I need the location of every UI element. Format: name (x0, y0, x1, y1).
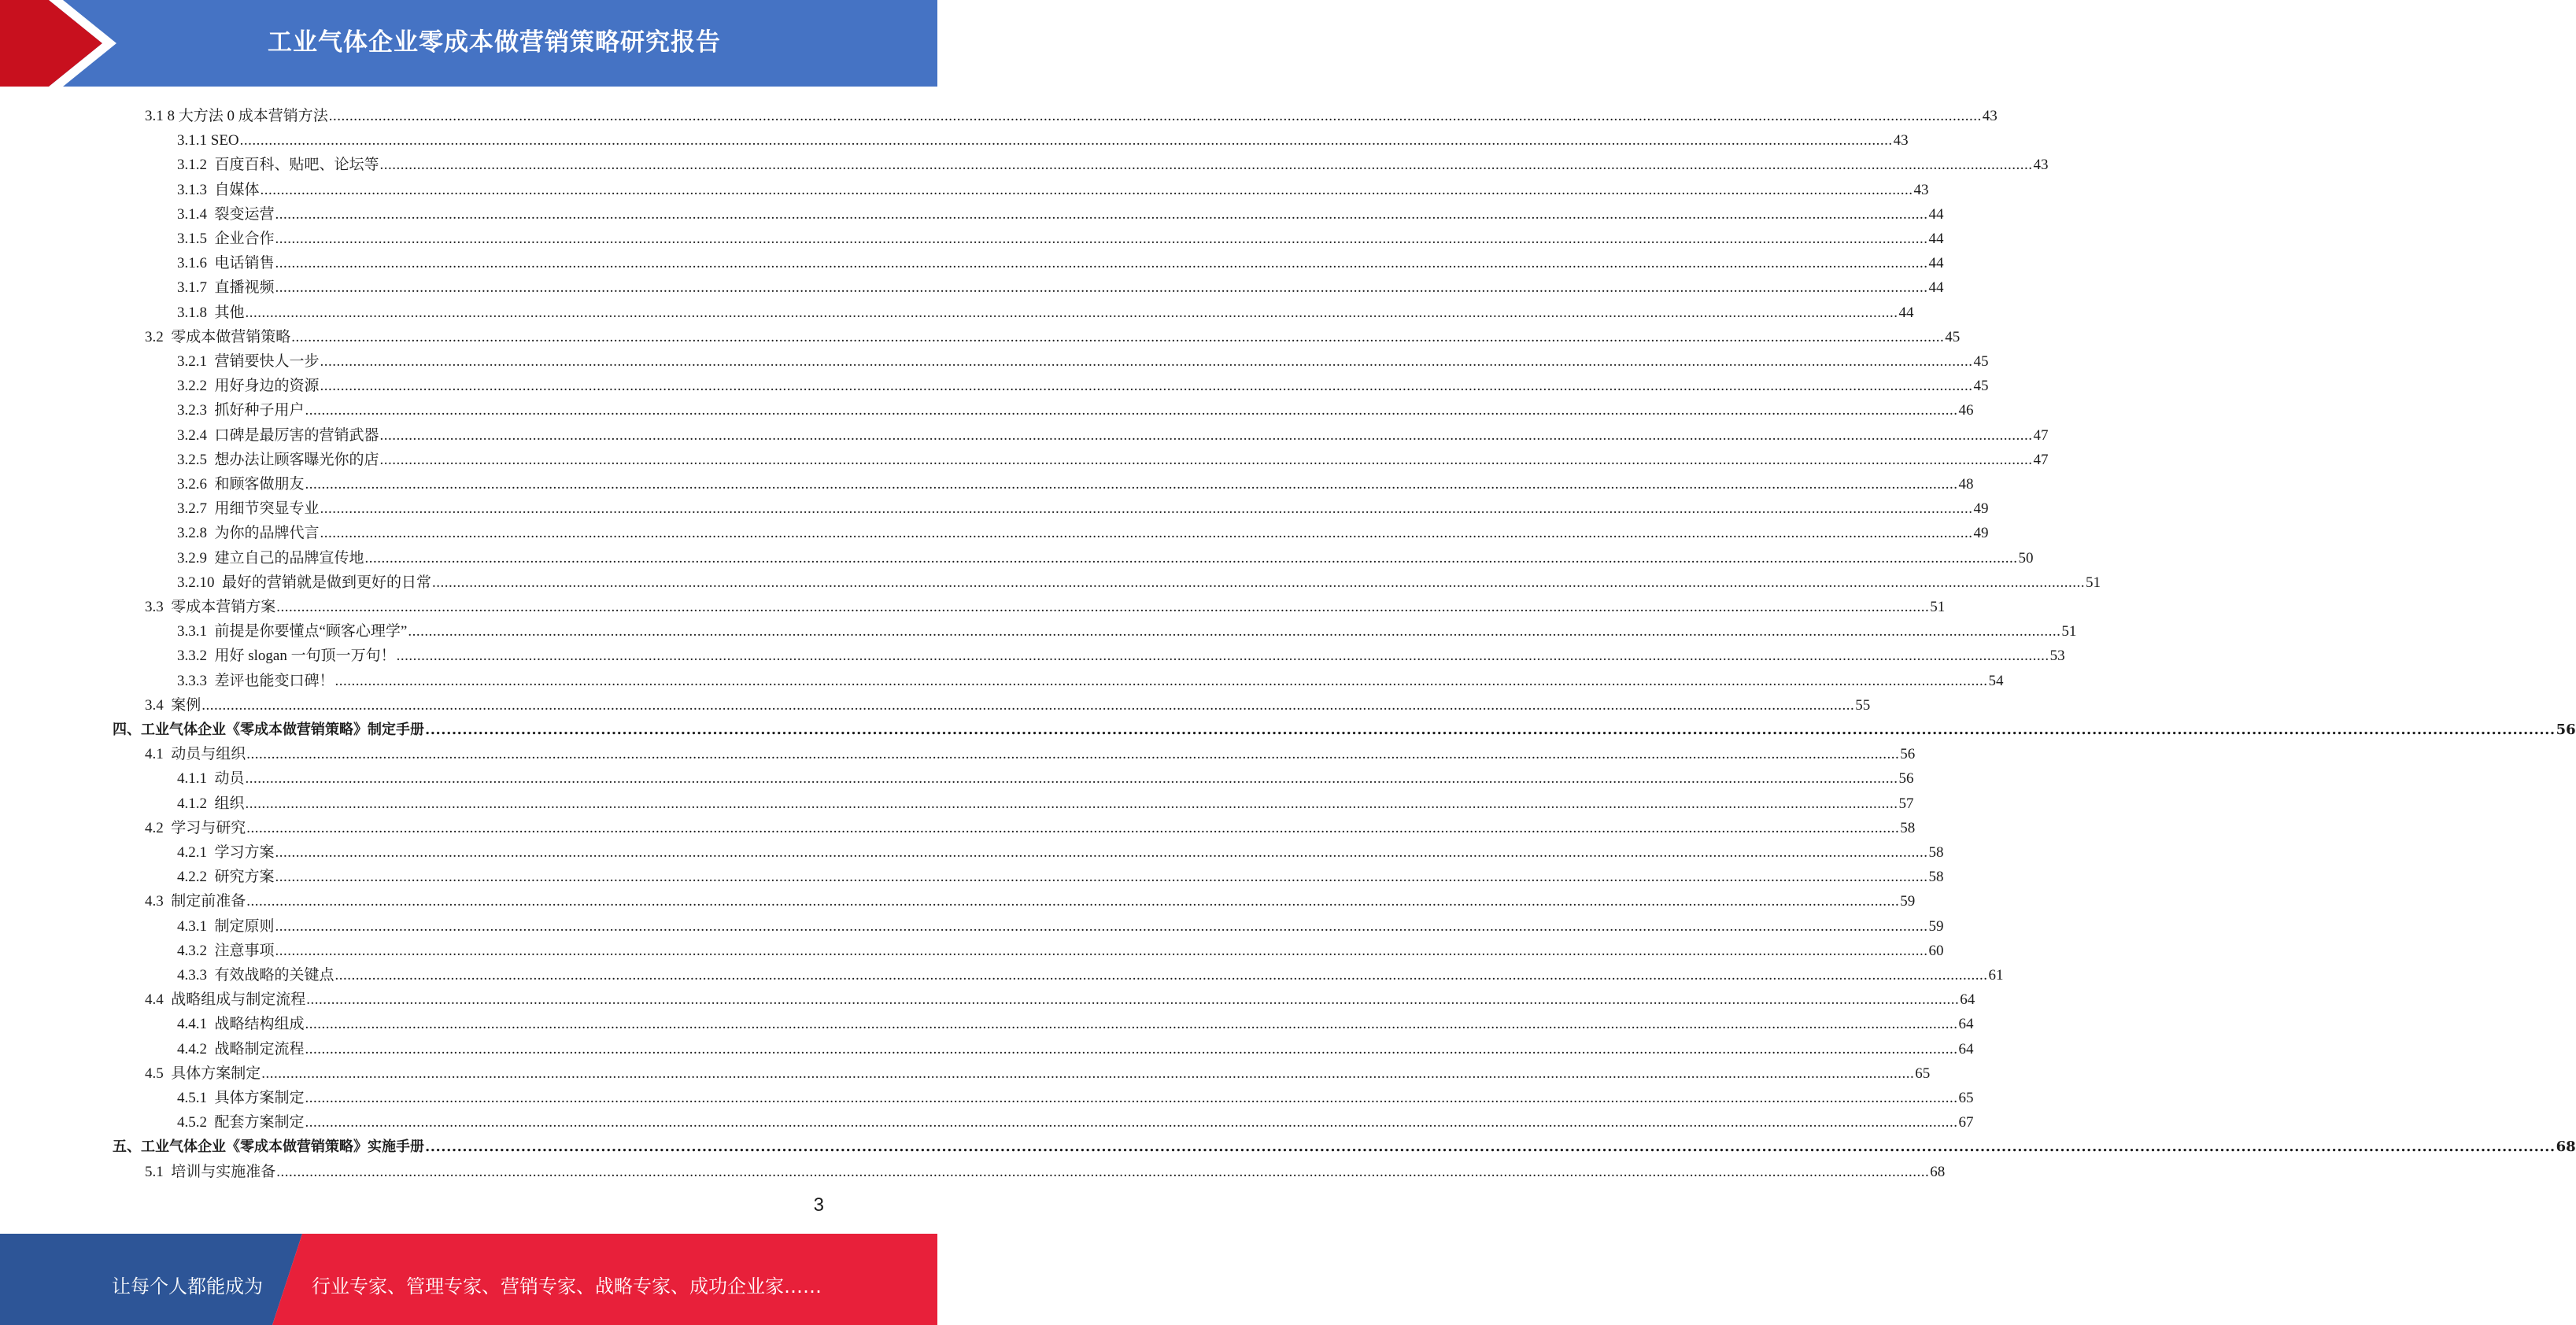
toc-page-number: 55 (1855, 697, 1871, 714)
toc-entry-title: 用好 slogan 一句顶一万句！ (214, 648, 396, 664)
toc-entry-title: 具体方案制定 (171, 1065, 261, 1082)
toc-dot-leader: ................................................................................................................................................................................................................................................................................................................................................................................................................ (425, 722, 2556, 738)
toc-entry-title: 动员 (214, 770, 245, 787)
toc-entry-title: 抓好种子用户 (214, 402, 305, 419)
toc-dot-leader: ................................................................................................................................................................................................................................................................................................................................................................................................................ (201, 697, 1855, 714)
toc-section-entry[interactable] (145, 813, 1916, 837)
toc-page-number: 43 (1913, 182, 1929, 198)
toc-dot-leader: ................................................................................................................................................................................................................................................................................................................................................................................................................ (396, 648, 2049, 664)
toc-page-number: 58 (1928, 869, 1944, 885)
toc-entry-number: 4.5 (145, 1065, 172, 1082)
toc-dot-leader: ................................................................................................................................................................................................................................................................................................................................................................................................................ (275, 844, 1928, 861)
toc-dot-leader: ................................................................................................................................................................................................................................................................................................................................................................................................................ (334, 673, 1988, 689)
toc-section-entry[interactable] (145, 739, 1916, 763)
toc-subsection-entry[interactable] (177, 149, 2049, 174)
toc-dot-leader: ................................................................................................................................................................................................................................................................................................................................................................................................................ (275, 279, 1928, 296)
toc-entry-title: 案例 (171, 697, 201, 714)
toc-subsection-entry[interactable] (177, 420, 2049, 445)
toc-entry-number: 3.2.1 (177, 353, 215, 370)
toc-entry-number: 4.2 (145, 820, 172, 836)
toc-entry-number: 3.1 (145, 108, 168, 124)
toc-subsection-entry[interactable] (177, 1034, 1974, 1058)
toc-entry-number: 3.3.1 (177, 623, 215, 640)
toc-page-number: 44 (1928, 255, 1944, 271)
toc-subsection-entry[interactable] (177, 297, 1914, 322)
toc-section-entry[interactable] (145, 1058, 1931, 1083)
toc-entry-title: 用细节突显专业 (214, 500, 320, 517)
toc-entry-title: 注意事项 (214, 943, 275, 959)
toc-subsection-entry[interactable] (177, 616, 2077, 640)
toc-entry-title: 为你的品牌代言 (214, 525, 320, 541)
toc-entry-number: 4.4.2 (177, 1041, 215, 1057)
toc-page-number: 45 (1973, 378, 1989, 394)
toc-page-number: 53 (2049, 648, 2065, 664)
toc-entry-number: 3.1.4 (177, 206, 215, 223)
toc-section-entry[interactable] (145, 690, 1871, 714)
toc-subsection-entry[interactable] (177, 469, 1974, 493)
toc-entry-number: 4.5.1 (177, 1090, 215, 1106)
toc-dot-leader: ................................................................................................................................................................................................................................................................................................................................................................................................................ (379, 427, 2033, 444)
toc-page-number: 51 (2061, 623, 2077, 640)
toc-page-number: 48 (1958, 476, 1974, 493)
toc-page-number: 59 (1900, 893, 1916, 910)
toc-entry-title: 四、工业气体企业《零成本做营销策略》制定手册 (113, 722, 424, 738)
toc-subsection-entry[interactable] (177, 518, 1989, 542)
toc-dot-leader: ................................................................................................................................................................................................................................................................................................................................................................................................................ (334, 967, 1988, 984)
toc-entry-title: 想办法让顾客曝光你的店 (214, 452, 379, 468)
toc-entry-title: 战略结构组成 (214, 1016, 305, 1032)
toc-page-number: 65 (1915, 1065, 1931, 1082)
toc-entry-number: 4.4.1 (177, 1016, 215, 1032)
toc-entry-number: 3.2.5 (177, 452, 215, 468)
toc-subsection-entry[interactable] (177, 911, 1944, 936)
toc-page-number: 44 (1898, 304, 1914, 321)
toc-dot-leader: ................................................................................................................................................................................................................................................................................................................................................................................................................ (432, 574, 2086, 591)
toc-entry-number: 3.1.7 (177, 279, 215, 296)
toc-entry-number: 4.4 (145, 991, 172, 1008)
toc-entry-number: 4.3.2 (177, 943, 215, 959)
toc-subsection-entry[interactable] (177, 395, 1974, 419)
toc-page-number: 64 (1960, 991, 1975, 1008)
toc-subsection-entry[interactable] (177, 1009, 1974, 1033)
toc-section-entry[interactable] (145, 101, 1998, 125)
toc-page-number: 56 (1898, 770, 1914, 787)
footer-slogan-right: 行业专家、管理专家、营销专家、战略专家、成功企业家…… (312, 1275, 822, 1297)
toc-entry-title: 裂变运营 (214, 206, 275, 223)
toc-entry-number: 4.1 (145, 746, 172, 762)
toc-dot-leader: ................................................................................................................................................................................................................................................................................................................................................................................................................ (364, 550, 2018, 567)
toc-entry-title: SEO (210, 132, 239, 149)
toc-dot-leader: ................................................................................................................................................................................................................................................................................................................................................................................................................ (408, 623, 2061, 640)
toc-dot-leader: ................................................................................................................................................................................................................................................................................................................................................................................................................ (246, 746, 1900, 762)
toc-entry-number: 3.3.2 (177, 648, 215, 664)
toc-subsection-entry[interactable] (177, 666, 2004, 690)
toc-dot-leader: ................................................................................................................................................................................................................................................................................................................................................................................................................ (306, 991, 1960, 1008)
page-header (0, 0, 937, 87)
toc-page-number: 46 (1958, 402, 1974, 419)
toc-dot-leader: ................................................................................................................................................................................................................................................................................................................................................................................................................ (275, 255, 1928, 271)
toc-dot-leader: ................................................................................................................................................................................................................................................................................................................................................................................................................ (305, 1114, 1958, 1131)
toc-section-entry[interactable] (145, 592, 1946, 616)
toc-entry-number: 5.1 (145, 1164, 172, 1180)
toc-subsection-entry[interactable] (177, 346, 1989, 371)
toc-entry-number: 4.3 (145, 893, 172, 910)
toc-page-number: 61 (1988, 967, 2004, 984)
toc-subsection-entry[interactable] (177, 567, 2101, 592)
toc-entry-title: 战略制定流程 (214, 1041, 305, 1057)
toc-subsection-entry[interactable] (177, 788, 1914, 813)
toc-subsection-entry[interactable] (177, 1083, 1974, 1107)
toc-dot-leader: ................................................................................................................................................................................................................................................................................................................................................................................................................ (275, 943, 1928, 959)
toc-subsection-entry[interactable] (177, 543, 2034, 567)
toc-entry-title: 口碑是最厉害的营销武器 (214, 427, 379, 444)
toc-entry-title: 制定前准备 (171, 893, 246, 910)
toc-entry-title: 有效战略的关键点 (214, 967, 334, 984)
toc-chapter-entry[interactable] (113, 1131, 2576, 1156)
toc-entry-number: 3.3 (145, 599, 172, 615)
toc-entry-number: 4.3.3 (177, 967, 215, 984)
toc-dot-leader: ................................................................................................................................................................................................................................................................................................................................................................................................................ (305, 1090, 1958, 1106)
toc-entry-title: 百度百科、贴吧、论坛等 (214, 157, 379, 173)
toc-entry-title: 最好的营销就是做到更好的日常 (222, 574, 432, 591)
toc-entry-title: 五、工业气体企业《零成本做营销策略》实施手册 (113, 1139, 424, 1155)
toc-page-number: 65 (1958, 1090, 1974, 1106)
toc-entry-title: 8 大方法 0 成本营销方法 (167, 108, 328, 124)
toc-dot-leader: ................................................................................................................................................................................................................................................................................................................................................................................................................ (320, 353, 1973, 370)
toc-dot-leader: ................................................................................................................................................................................................................................................................................................................................................................................................................ (239, 132, 1893, 149)
toc-dot-leader: ................................................................................................................................................................................................................................................................................................................................................................................................................ (305, 476, 1958, 493)
toc-entry-number: 3.2 (145, 329, 172, 345)
toc-subsection-entry[interactable] (177, 223, 1944, 248)
toc-dot-leader: ................................................................................................................................................................................................................................................................................................................................................................................................................ (275, 918, 1928, 935)
toc-dot-leader: ................................................................................................................................................................................................................................................................................................................................................................................................................ (245, 770, 1898, 787)
toc-entry-number: 3.2.8 (177, 525, 215, 541)
toc-subsection-entry[interactable] (177, 371, 1989, 395)
toc-entry-title: 差评也能变口碑！ (214, 673, 334, 689)
toc-section-entry[interactable] (145, 886, 1916, 910)
toc-page-number: 68 (2556, 1139, 2576, 1155)
toc-page-number: 47 (2033, 452, 2049, 468)
toc-section-entry[interactable] (145, 322, 1961, 346)
toc-dot-leader: ................................................................................................................................................................................................................................................................................................................................................................................................................ (276, 1164, 1930, 1180)
toc-entry-title: 和顾客做朋友 (214, 476, 305, 493)
toc-page-number: 50 (2018, 550, 2034, 567)
toc-entry-number: 3.1.6 (177, 255, 215, 271)
toc-entry-title: 自媒体 (214, 182, 260, 198)
toc-page-number: 44 (1928, 231, 1944, 247)
toc-entry-title: 营销要快人一步 (214, 353, 320, 370)
toc-page-number: 44 (1928, 206, 1944, 223)
toc-page-number: 56 (2556, 722, 2576, 738)
toc-subsection-entry[interactable] (177, 125, 1909, 149)
toc-section-entry[interactable] (145, 1157, 1946, 1181)
toc-entry-number: 3.2.9 (177, 550, 215, 567)
page-footer (0, 1234, 937, 1325)
toc-entry-number: 3.2.7 (177, 500, 215, 517)
toc-page-number: 51 (1930, 599, 1946, 615)
toc-page-number: 57 (1898, 795, 1914, 812)
toc-entry-title: 学习与研究 (171, 820, 246, 836)
toc-entry-number: 3.1.2 (177, 157, 215, 173)
toc-entry-number: 4.5.2 (177, 1114, 215, 1131)
toc-page-number: 43 (1982, 108, 1998, 124)
toc-entry-number: 3.2.3 (177, 402, 215, 419)
toc-page-number: 47 (2033, 427, 2049, 444)
toc-entry-title: 用好身边的资源 (214, 378, 320, 394)
toc-subsection-entry[interactable] (177, 199, 1944, 223)
toc-page-number: 64 (1958, 1016, 1974, 1032)
toc-entry-title: 直播视频 (214, 279, 275, 296)
toc-entry-number: 3.2.4 (177, 427, 215, 444)
toc-entry-title: 组织 (214, 795, 245, 812)
toc-section-entry[interactable] (145, 984, 1975, 1009)
toc-subsection-entry[interactable] (177, 272, 1944, 297)
toc-dot-leader: ................................................................................................................................................................................................................................................................................................................................................................................................................ (320, 378, 1973, 394)
toc-subsection-entry[interactable] (177, 960, 2004, 984)
toc-entry-title: 其他 (214, 304, 245, 321)
toc-dot-leader: ................................................................................................................................................................................................................................................................................................................................................................................................................ (305, 1016, 1958, 1032)
toc-entry-number: 3.2.6 (177, 476, 215, 493)
toc-page-number: 58 (1900, 820, 1916, 836)
toc-entry-title: 前提是你要懂点“顾客心理学” (214, 623, 408, 640)
page-number: 3 (813, 1194, 824, 1216)
toc-page-number: 49 (1973, 500, 1989, 517)
toc-dot-leader: ................................................................................................................................................................................................................................................................................................................................................................................................................ (275, 231, 1928, 247)
toc-entry-number: 3.3.3 (177, 673, 215, 689)
toc-subsection-entry[interactable] (177, 1107, 1974, 1131)
toc-dot-leader: ................................................................................................................................................................................................................................................................................................................................................................................................................ (276, 599, 1930, 615)
toc-page-number: 60 (1928, 943, 1944, 959)
toc-dot-leader: ................................................................................................................................................................................................................................................................................................................................................................................................................ (260, 182, 1913, 198)
toc-dot-leader: ................................................................................................................................................................................................................................................................................................................................................................................................................ (425, 1139, 2556, 1155)
toc-entry-title: 企业合作 (214, 231, 275, 247)
toc-dot-leader: ................................................................................................................................................................................................................................................................................................................................................................................................................ (379, 157, 2033, 173)
toc-entry-title: 电话销售 (214, 255, 275, 271)
toc-page-number: 67 (1958, 1114, 1974, 1131)
toc-page-number: 49 (1973, 525, 1989, 541)
toc-subsection-entry[interactable] (177, 862, 1944, 886)
toc-subsection-entry[interactable] (177, 763, 1914, 788)
toc-entry-number: 4.1.1 (177, 770, 215, 787)
toc-entry-title: 建立自己的品牌宣传地 (214, 550, 364, 567)
toc-subsection-entry[interactable] (177, 936, 1944, 960)
toc-page-number: 68 (1930, 1164, 1946, 1180)
toc-entry-number: 3.1.8 (177, 304, 215, 321)
toc-entry-number: 3.2.10 (177, 574, 222, 591)
toc-subsection-entry[interactable] (177, 248, 1944, 272)
toc-dot-leader: ................................................................................................................................................................................................................................................................................................................................................................................................................ (328, 108, 1982, 124)
toc-dot-leader: ................................................................................................................................................................................................................................................................................................................................................................................................................ (305, 402, 1958, 419)
report-title: 工业气体企业零成本做营销策略研究报告 (268, 28, 721, 57)
toc-dot-leader: ................................................................................................................................................................................................................................................................................................................................................................................................................ (320, 500, 1973, 517)
toc-entry-number: 3.1.1 (177, 132, 211, 149)
toc-entry-title: 配套方案制定 (214, 1114, 305, 1131)
toc-dot-leader: ................................................................................................................................................................................................................................................................................................................................................................................................................ (275, 869, 1928, 885)
toc-page-number: 43 (2033, 157, 2049, 173)
toc-entry-number: 4.2.2 (177, 869, 215, 885)
toc-entry-number: 3.2.2 (177, 378, 215, 394)
toc-subsection-entry[interactable] (177, 445, 2049, 469)
toc-page-number: 59 (1928, 918, 1944, 935)
toc-entry-number: 4.2.1 (177, 844, 215, 861)
toc-entry-number: 3.1.5 (177, 231, 215, 247)
toc-dot-leader: ................................................................................................................................................................................................................................................................................................................................................................................................................ (261, 1065, 1915, 1082)
toc-entry-number: 3.1.3 (177, 182, 215, 198)
toc-page-number: 44 (1928, 279, 1944, 296)
toc-dot-leader: ................................................................................................................................................................................................................................................................................................................................................................................................................ (245, 795, 1898, 812)
toc-dot-leader: ................................................................................................................................................................................................................................................................................................................................................................................................................ (245, 304, 1898, 321)
toc-entry-title: 战略组成与制定流程 (171, 991, 306, 1008)
toc-page-number: 45 (1945, 329, 1961, 345)
toc-dot-leader: ................................................................................................................................................................................................................................................................................................................................................................................................................ (379, 452, 2033, 468)
toc-page-number: 56 (1900, 746, 1916, 762)
toc-chapter-entry[interactable] (113, 714, 2576, 739)
toc-entry-number: 3.4 (145, 697, 172, 714)
toc-subsection-entry[interactable] (177, 493, 1989, 518)
toc-page-number: 54 (1988, 673, 2004, 689)
toc-page-number: 43 (1893, 132, 1909, 149)
toc-subsection-entry[interactable] (177, 175, 1929, 199)
toc-page-number: 64 (1958, 1041, 1974, 1057)
footer-slogan-left: 让每个人都能成为 (112, 1275, 263, 1297)
toc-dot-leader: ................................................................................................................................................................................................................................................................................................................................................................................................................ (246, 820, 1900, 836)
toc-entry-title: 学习方案 (214, 844, 275, 861)
toc-dot-leader: ................................................................................................................................................................................................................................................................................................................................................................................................................ (320, 525, 1973, 541)
toc-entry-title: 研究方案 (214, 869, 275, 885)
toc-entry-title: 零成本营销方案 (171, 599, 276, 615)
toc-entry-number: 4.3.1 (177, 918, 215, 935)
toc-entry-title: 培训与实施准备 (171, 1164, 276, 1180)
toc-dot-leader: ................................................................................................................................................................................................................................................................................................................................................................................................................ (291, 329, 1945, 345)
toc-entry-title: 具体方案制定 (214, 1090, 305, 1106)
toc-entry-number: 4.1.2 (177, 795, 215, 812)
toc-dot-leader: ................................................................................................................................................................................................................................................................................................................................................................................................................ (275, 206, 1928, 223)
toc-page-number: 45 (1973, 353, 1989, 370)
toc-entry-title: 动员与组织 (171, 746, 246, 762)
toc-dot-leader: ................................................................................................................................................................................................................................................................................................................................................................................................................ (246, 893, 1900, 910)
toc-subsection-entry[interactable] (177, 837, 1944, 862)
toc-subsection-entry[interactable] (177, 640, 2065, 665)
toc-page-number: 58 (1928, 844, 1944, 861)
toc-page-number: 51 (2086, 574, 2101, 591)
toc-dot-leader: ................................................................................................................................................................................................................................................................................................................................................................................................................ (305, 1041, 1958, 1057)
toc-entry-title: 零成本做营销策略 (171, 329, 291, 345)
toc-entry-title: 制定原则 (214, 918, 275, 935)
